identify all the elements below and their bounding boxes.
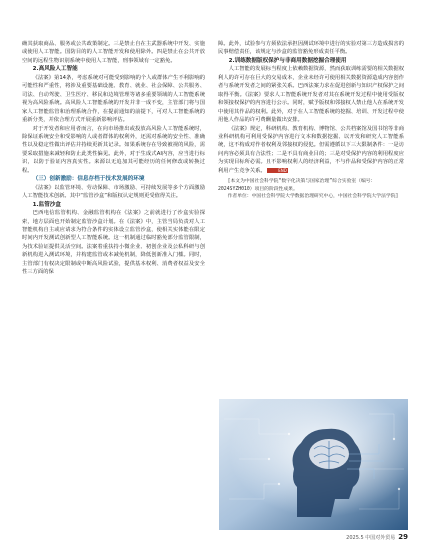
right-column	[218, 40, 404, 200]
footnote-funding: [本文为中国社会科学院“数字化决策与国家治理”综合实验室（编号：2024SYZH010）项目的阶段性成果。	[218, 179, 376, 192]
footnote-affiliation: 作者单位：中国社会科学院大学数据治理研究中心，中国社会科学院大学法学院]	[227, 194, 399, 200]
paragraph-text: 《法案》规定，科研机构、教育机构、博物馆、公共档案馆及国书馆等非商业科研机构可利用受保护内容进行文本和数据挖掘、以开发和研究人工智能系统，这不构成对作者权利及邻接权的侵犯。但需遵循以下三大限制条件：一是访问内容必须具有合法性；二是不具有商业目的；三是对受保护内容的利用程度应为实现目标所必需。且不影响权利人的经济利益，不与作品和受保护内容的正常利用产生竞争关系。	[218, 125, 404, 174]
end-mark-icon: END	[267, 168, 288, 173]
page-footer	[338, 532, 408, 542]
page-number: 29	[398, 533, 408, 541]
ai-brain-image	[219, 399, 408, 530]
left-column	[22, 40, 205, 277]
section-heading: 2.训练数据版权保护与非商用数据挖掘合理使用	[228, 57, 347, 64]
paragraph: 确其获取商品、服务或公共政策制定。三是禁止自在主武器系统中开发、实施或使用人工智能。国防目的的人工智能开发和使用除外。四是禁止在公共开放空间的远程生物识别系统中使用人工智能，刑事领域有一定豁免。	[22, 41, 205, 64]
paragraph: 对于开发者和应用者而言，在向市场推出或投放高风险人工智能系统时，除保证系统安全和受影响的人或者群体的权利外，还需对系统的安全性、准确性以及稳定性做出评估并持续更新其记录。如果系统存在导致被视的风险，需要采取措施来减轻和防止此类性偏见。此外，对于生成式AI内容，应当进行标识，以防于验证内容真实性。来源以无追加其可能经历的任何修改或转换过程。	[22, 125, 205, 174]
paragraph: 巴西电信监管机构、金融监管机构在《法案》之前就进行了沙盒实验探索，地方层面也开始制定监管沙盒计划。在《法案》中，主管当局负责对人工智能机构自主或应请求为符合条件的实体设立监管沙盒，使相关实体能在限定时间内开发测试创新型人工智能系统。这一机制通过临时豁免部分监管限制，为技术验证提供灵活空间。法案着重扶持小微企业、初创企业及公私科研与创新机构进入测试环境，并构建监管或本减免机制，降低创新准入门槛。同时，主管部门有权决定限制或中断高风险试验，提供基本权利、消费者权益及安全性三方面的保	[22, 210, 205, 276]
paragraph: 人工智能的发展标当程度上依赖数据资源，然而获取训练需要的相关数据权利人的许可存在巨大的交易成本，企业未经许可使用相关数据资源造成内容创作者与系统开发者之间的紧张关系。巴西法案力求在促进创新与知识产权保护之间取得平衡。《法案》要求人工智能系统开发者对其在系统开发过程中使用受版权和领接权保护的内容进行公示。同时，赋予版权和邻接权人禁止他人在系统开发中使用其作品的权利。此外，对于在人工智能系统的挖掘、培训、开发过程中使用他人作品的许可费酬量做出安排。	[218, 66, 404, 124]
paragraph: 《法案》第14条，考虑系统对可能受到影响的个人或群体产生不利影响的可能性和严重性，将涉及重要基础设施、教育、就业、社会保障、公共服务、司法、自动驾驶、卫生医疗、移民和边境管理等诸多重要领域的人工智能系统视为高风险系统。高风险人工智能系统的开发并非一成不变，主管部门将与国家人工智能监管和治理系统合作，在提前通知的前提下，可对人工智能系统的重新分类，并依合理方式开展重新影响评估。	[22, 74, 205, 124]
ai-brain-illustration	[219, 399, 408, 530]
section-heading: 1.监管沙盒	[32, 201, 61, 208]
paragraph	[218, 125, 404, 176]
paragraph: 障。此外，试验参与方须依法承担因测试环境中进行的实验对第三方造成损害的民事赔偿责任，该规定与沙盒的监管豁免形成责任平衡。	[218, 41, 404, 56]
issue-label: 2025.5 中国对外贸易	[346, 535, 396, 541]
subsection-heading: （三）创新激励：信息存档于技术发展的环境	[32, 176, 145, 183]
section-heading: 2.高风险人工智能	[32, 66, 78, 73]
paragraph: 《法案》以监管环境、劳动保障、市场激励、可持续发展等多个方面激励人工智能技术创新。其中“监管沙盒”和版权认定规则更受值得关注。	[22, 184, 205, 200]
